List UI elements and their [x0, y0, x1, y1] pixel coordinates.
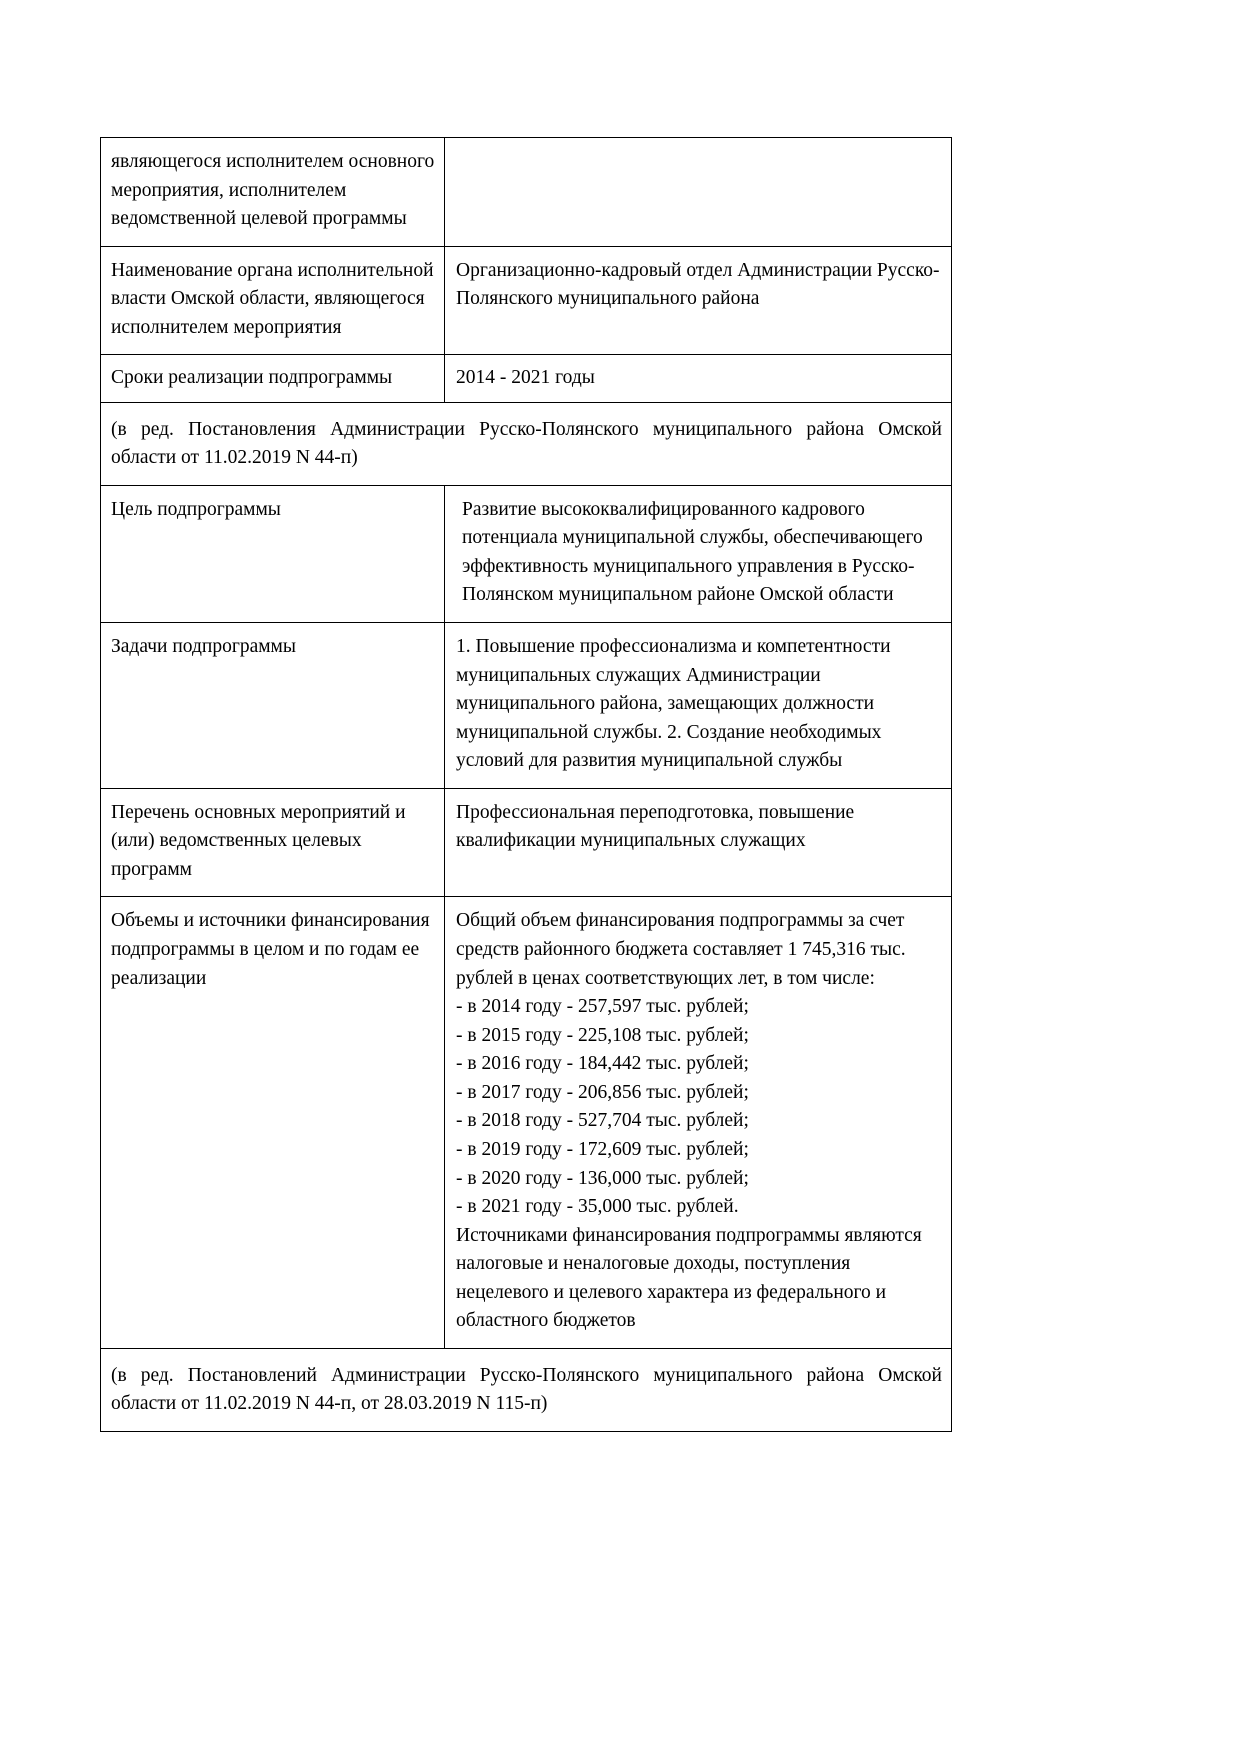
row-value-cell-implementation-period	[445, 355, 952, 403]
funding-year-2016: - в 2016 году - 184,442 тыс. рублей;	[456, 1053, 749, 1075]
row-label-text: являющегося исполнителем основного мероприятия, исполнителем ведомственной целевой программы	[111, 151, 435, 230]
row-label-cell-executor-of-main-activity	[101, 138, 445, 247]
funding-intro-text: Общий объем финансирования подпрограммы за счет средств районного бюджета составляет 1 745,316 тыс. рублей в ценах соответствующих лет, в том числе:	[456, 910, 906, 989]
table-row	[101, 485, 952, 622]
row-label-cell-funding-volumes-and-sources	[101, 897, 445, 1348]
row-value-text: Развитие высококвалифицированного кадрового потенциала муниципальной службы, обеспечивающего эффективность муниципального управления в Русско-Полянском муниципальном районе Омской области	[462, 498, 923, 606]
row-value-text: 2014 - 2021 годы	[456, 367, 595, 389]
row-value-text: Профессиональная переподготовка, повышение квалификации муниципальных служащих	[456, 801, 855, 852]
row-label-text: Наименование органа исполнительной власти Омской области, являющегося исполнителем мероприятия	[111, 259, 434, 338]
row-label-cell-subprogram-tasks	[101, 622, 445, 788]
table-row	[101, 897, 952, 1348]
funding-sources-text: Источниками финансирования подпрограммы являются налоговые и неналоговые доходы, поступления нецелевого и целевого характера из федерального и областного бюджетов	[456, 1224, 922, 1332]
row-value-cell-funding-volumes-and-sources	[445, 897, 952, 1348]
funding-year-2017: - в 2017 году - 206,856 тыс. рублей;	[456, 1081, 749, 1103]
row-label-text: Перечень основных мероприятий и (или) ведомственных целевых программ	[111, 801, 406, 880]
row-label-cell-implementation-period	[101, 355, 445, 403]
row-label-cell-list-of-main-activities	[101, 788, 445, 897]
table-row	[101, 788, 952, 897]
editorial-note-row	[101, 1348, 952, 1431]
row-value-cell-subprogram-tasks	[445, 622, 952, 788]
row-label-cell-subprogram-goal	[101, 485, 445, 622]
row-value-cell-list-of-main-activities	[445, 788, 952, 897]
editorial-note-cell-after-funding	[101, 1348, 952, 1431]
row-label-text: Сроки реализации подпрограммы	[111, 367, 393, 389]
table-row	[101, 355, 952, 403]
funding-year-2020: - в 2020 году - 136,000 тыс. рублей;	[456, 1167, 749, 1189]
row-label-cell-executive-authority-name	[101, 246, 445, 355]
funding-year-2019: - в 2019 году - 172,609 тыс. рублей;	[456, 1138, 749, 1160]
row-value-cell-subprogram-goal	[445, 485, 952, 622]
table-row	[101, 246, 952, 355]
row-value-cell-executive-authority-name	[445, 246, 952, 355]
program-passport-table	[100, 137, 952, 1432]
funding-year-2021: - в 2021 году - 35,000 тыс. рублей.	[456, 1196, 739, 1218]
editorial-note-cell-after-period	[101, 402, 952, 485]
row-value-text: Организационно-кадровый отдел Администрации Русско-Полянского муниципального района	[456, 259, 940, 310]
editorial-note-text: (в ред. Постановления Администрации Русско-Полянского муниципального района Омской области от 11.02.2019 N 44-п)	[111, 418, 942, 468]
funding-year-2018: - в 2018 году - 527,704 тыс. рублей;	[456, 1110, 749, 1132]
editorial-note-text: (в ред. Постановлений Администрации Русско-Полянского муниципального района Омской области от 11.02.2019 N 44-п, от 28.03.2019 N 115-п)	[111, 1364, 942, 1414]
funding-details	[445, 897, 951, 1347]
row-label-text: Цель подпрограммы	[111, 498, 281, 520]
table-row	[101, 138, 952, 247]
row-label-text: Объемы и источники финансирования подпрограммы в целом и по годам ее реализации	[111, 910, 430, 989]
funding-year-2015: - в 2015 году - 225,108 тыс. рублей;	[456, 1024, 749, 1046]
row-value-text	[445, 138, 951, 160]
row-value-text: 1. Повышение профессионализма и компетентности муниципальных служащих Администрации муниципального района, замещающих должности муниципальной службы. 2. Создание необходимых условий для развития муниципальной службы	[456, 635, 891, 772]
editorial-note-row	[101, 402, 952, 485]
row-value-cell-executor-of-main-activity	[445, 138, 952, 247]
funding-year-2014: - в 2014 году - 257,597 тыс. рублей;	[456, 996, 749, 1018]
table-row	[101, 622, 952, 788]
row-label-text: Задачи подпрограммы	[111, 635, 297, 657]
